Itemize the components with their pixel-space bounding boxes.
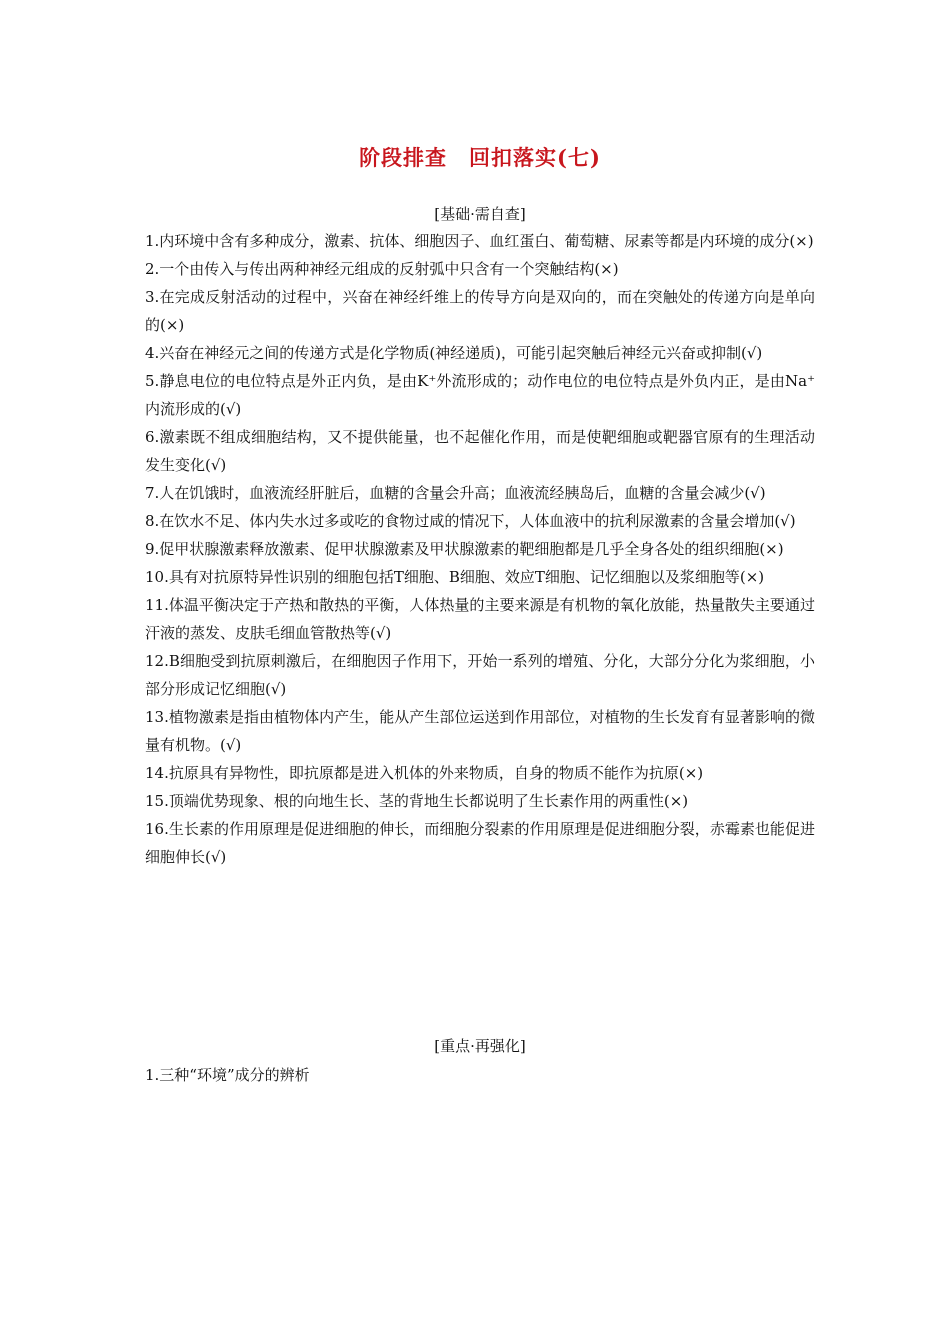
list-item: 14.抗原具有异物性，即抗原都是进入机体的外来物质，自身的物质不能作为抗原(×)	[145, 764, 704, 782]
list-item: 1.三种“环境”成分的辨析	[145, 1066, 310, 1084]
list-item: 7.人在饥饿时，血液流经肝脏后，血糖的含量会升高；血液流经胰岛后，血糖的含量会减少(√)	[145, 484, 766, 502]
list-item: 6.激素既不组成细胞结构，又不提供能量，也不起催化作用，而是使靶细胞或靶器官原有的生理活动发生变化(√)	[145, 428, 815, 474]
list-item: 2.一个由传入与传出两种神经元组成的反射弧中只含有一个突触结构(×)	[145, 260, 619, 278]
list-item: 9.促甲状腺激素释放激素、促甲状腺激素及甲状腺激素的靶细胞都是几乎全身各处的组织细胞(×)	[145, 540, 784, 558]
list-item: 13.植物激素是指由植物体内产生，能从产生部位运送到作用部位，对植物的生长发育有显著影响的微量有机物。(√)	[145, 708, 815, 754]
page-title: 阶段排查 回扣落实(七)	[359, 145, 601, 170]
section-heading-basic: [基础·需自查]	[434, 205, 526, 223]
list-item: 15.顶端优势现象、根的向地生长、茎的背地生长都说明了生长素作用的两重性(×)	[145, 792, 689, 810]
basic-item-list	[145, 227, 815, 871]
list-item: 16.生长素的作用原理是促进细胞的伸长，而细胞分裂素的作用原理是促进细胞分裂，赤霉素也能促进细胞伸长(√)	[145, 820, 815, 866]
list-item: 4.兴奋在神经元之间的传递方式是化学物质(神经递质)，可能引起突触后神经元兴奋或抑制(√)	[145, 344, 763, 362]
list-item: 10.具有对抗原特异性识别的细胞包括T细胞、B细胞、效应T细胞、记忆细胞以及浆细胞等(×)	[145, 568, 765, 586]
list-item: 1.内环境中含有多种成分，激素、抗体、细胞因子、血红蛋白、葡萄糖、尿素等都是内环境的成分(×)	[145, 232, 814, 250]
section-heading-key: [重点·再强化]	[434, 1037, 526, 1055]
list-item: 5.静息电位的电位特点是外正内负，是由K⁺外流形成的；动作电位的电位特点是外负内正，是由Na⁺内流形成的(√)	[145, 372, 815, 418]
list-item: 8.在饮水不足、体内失水过多或吃的食物过咸的情况下，人体血液中的抗利尿激素的含量会增加(√)	[145, 512, 796, 530]
list-item: 11.体温平衡决定于产热和散热的平衡，人体热量的主要来源是有机物的氧化放能，热量散失主要通过汗液的蒸发、皮肤毛细血管散热等(√)	[145, 596, 815, 642]
list-item: 12.B细胞受到抗原刺激后，在细胞因子作用下，开始一系列的增殖、分化，大部分分化为浆细胞，小部分形成记忆细胞(√)	[145, 652, 815, 698]
list-item: 3.在完成反射活动的过程中，兴奋在神经纤维上的传导方向是双向的，而在突触处的传递方向是单向的(×)	[145, 288, 815, 334]
